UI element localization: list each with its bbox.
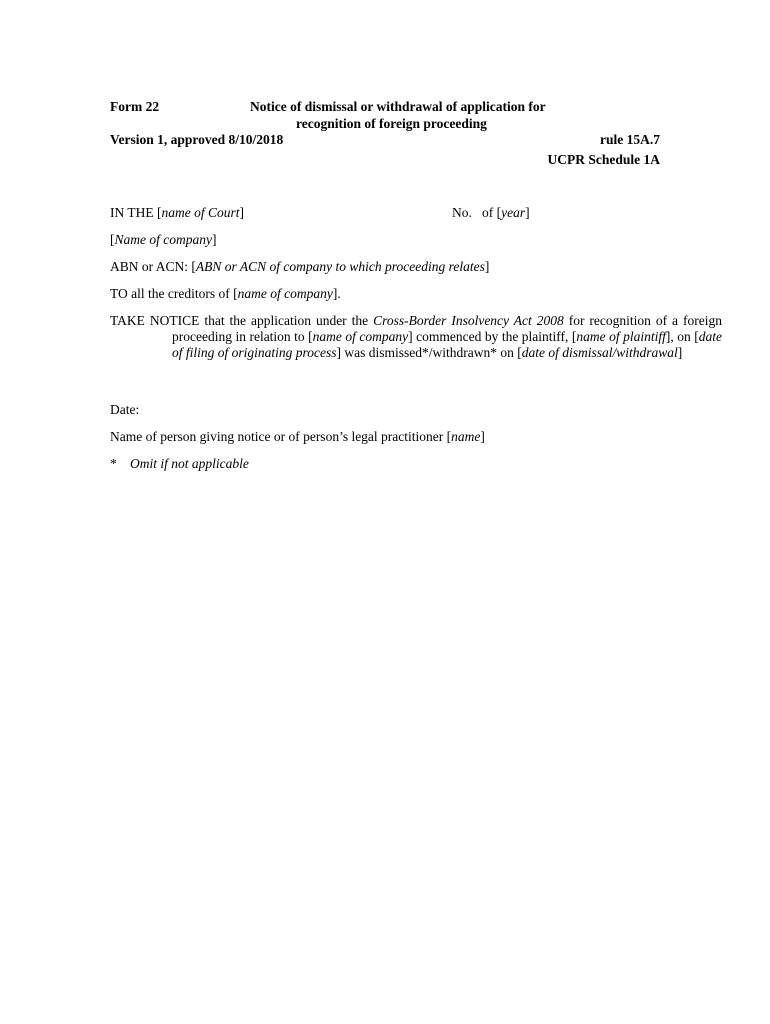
schedule-reference: UCPR Schedule 1A <box>547 152 660 167</box>
dismissal-date-placeholder: date of dismissal/withdrawal <box>521 345 678 360</box>
abn-placeholder: ABN or ACN of company to which proceeding relates <box>195 259 485 274</box>
notice-company-placeholder: name of company <box>312 329 409 344</box>
giver-placeholder: name <box>451 429 481 444</box>
date-label: Date: <box>110 402 140 417</box>
notice-paragraph: TAKE NOTICE that the application under the Cross-Border Insolvency Act 2008 for recognition of a foreign proceeding in relation to [name of company] commenced by the plaintiff, [name of plaintiff], on [date of filing of originating process] was dismissed*/withdrawn* on [date of dismissal/withdrawal] <box>110 313 723 360</box>
act-name: Cross-Border Insolvency Act 2008 <box>373 313 564 328</box>
company-placeholder: Name of company <box>114 232 212 247</box>
court-line: IN THE [name of Court] <box>110 205 245 220</box>
plaintiff-placeholder: name of plaintiff <box>576 329 666 344</box>
form-title-line2: recognition of foreign proceeding <box>296 116 487 131</box>
footnote-text: Omit if not applicable <box>130 456 249 471</box>
form-number: Form 22 <box>110 99 160 114</box>
year-placeholder: year <box>501 205 526 220</box>
recipients-line: TO all the creditors of [name of company]. <box>110 286 341 301</box>
notice-giver-line: Name of person giving notice or of person’s legal practitioner [name] <box>110 429 485 444</box>
company-line: [Name of company] <box>110 232 217 247</box>
proceeding-number: No. of [year] <box>452 205 530 220</box>
rule-reference: rule 15A.7 <box>600 132 660 147</box>
recipients-placeholder: name of company <box>237 286 333 301</box>
abn-line: ABN or ACN: [ABN or ACN of company to which proceeding relates] <box>110 259 490 274</box>
form-version: Version 1, approved 8/10/2018 <box>110 132 284 147</box>
filing-date-placeholder: date of filing of originating process <box>172 329 723 360</box>
form-title-line1: Notice of dismissal or withdrawal of application for <box>250 99 546 114</box>
court-placeholder: name of Court <box>161 205 240 220</box>
footnote-marker: * <box>110 456 117 471</box>
